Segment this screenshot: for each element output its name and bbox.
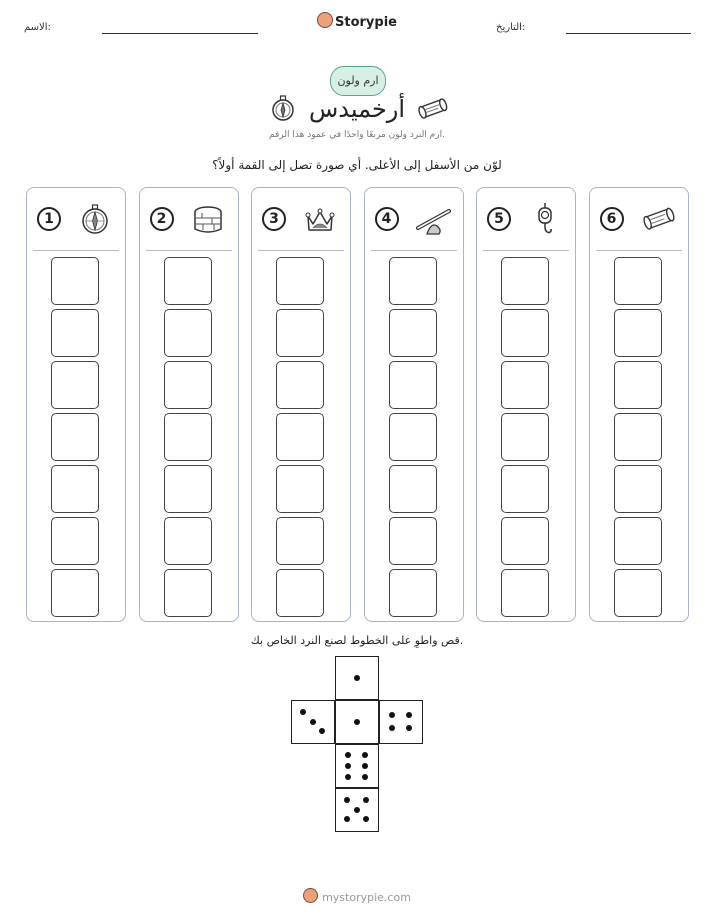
column-divider	[596, 250, 682, 251]
lever-icon	[415, 202, 451, 236]
die-pip	[362, 752, 368, 758]
color-square[interactable]	[501, 361, 549, 409]
brand-logo	[0, 12, 714, 30]
color-square[interactable]	[501, 465, 549, 513]
scroll-icon	[640, 202, 676, 236]
die-pip	[354, 807, 360, 813]
die-pip	[354, 719, 360, 725]
color-square[interactable]	[389, 517, 437, 565]
die-pip	[389, 712, 395, 718]
column-header	[365, 188, 463, 250]
scroll-icon	[416, 96, 450, 122]
color-square[interactable]	[164, 465, 212, 513]
column-header	[590, 188, 688, 250]
color-square[interactable]	[276, 361, 324, 409]
die-face-6	[335, 744, 379, 788]
die-face-1	[335, 656, 379, 700]
die-pip	[354, 675, 360, 681]
footer	[0, 888, 714, 904]
dice-column-2	[139, 187, 239, 622]
cut-instruction: قص واطوِ على الخطوط لصنع النرد الخاص بك.	[250, 634, 464, 647]
column-number: 2	[150, 207, 174, 231]
column-header	[27, 188, 125, 250]
color-square[interactable]	[276, 465, 324, 513]
color-square[interactable]	[276, 413, 324, 461]
color-square[interactable]	[389, 569, 437, 617]
column-number: 1	[37, 207, 61, 231]
color-square[interactable]	[276, 309, 324, 357]
color-square[interactable]	[164, 517, 212, 565]
color-square[interactable]	[389, 465, 437, 513]
name-line	[102, 33, 258, 34]
dice-column-5	[476, 187, 576, 622]
name-label: الاسم:	[24, 22, 51, 33]
color-square[interactable]	[51, 517, 99, 565]
column-number: 5	[487, 207, 511, 231]
color-square[interactable]	[501, 517, 549, 565]
color-square[interactable]	[276, 569, 324, 617]
date-label: التاريخ:	[496, 22, 526, 33]
crown-icon	[302, 202, 338, 236]
color-square[interactable]	[501, 413, 549, 461]
color-square[interactable]	[51, 413, 99, 461]
color-square[interactable]	[164, 569, 212, 617]
compass-icon	[77, 202, 113, 236]
column-number: 4	[375, 207, 399, 231]
die-pip	[345, 763, 351, 769]
die-face-1	[335, 700, 379, 744]
column-divider	[146, 250, 232, 251]
die-pip	[389, 725, 395, 731]
dice-column-1	[26, 187, 126, 622]
color-square[interactable]	[614, 413, 662, 461]
storypie-logo-icon	[303, 888, 318, 903]
die-pip	[344, 816, 350, 822]
die-pip	[344, 797, 350, 803]
color-square[interactable]	[614, 517, 662, 565]
color-square[interactable]	[501, 569, 549, 617]
dice-column-3	[251, 187, 351, 622]
subtitle: ارم النرد ولون مربعًا واحدًا في عمود هذا الرقم.	[269, 130, 445, 140]
brand-name: Storypie	[335, 15, 397, 30]
date-line	[566, 33, 691, 34]
color-square[interactable]	[614, 465, 662, 513]
color-square[interactable]	[51, 465, 99, 513]
instruction: لوّن من الأسفل إلى الأعلى. أي صورة تصل إلى القمة أولاً؟	[212, 158, 502, 172]
column-header	[477, 188, 575, 250]
column-divider	[483, 250, 569, 251]
color-square[interactable]	[614, 309, 662, 357]
die-pip	[345, 752, 351, 758]
color-square[interactable]	[276, 257, 324, 305]
column-divider	[258, 250, 344, 251]
color-square[interactable]	[51, 361, 99, 409]
die-face-5	[335, 788, 379, 832]
color-square[interactable]	[501, 309, 549, 357]
well-icon	[190, 202, 226, 236]
color-square[interactable]	[501, 257, 549, 305]
die-pip	[363, 816, 369, 822]
column-number: 3	[262, 207, 286, 231]
color-square[interactable]	[51, 569, 99, 617]
color-square[interactable]	[614, 361, 662, 409]
page-title: أرخميدس	[308, 95, 406, 123]
color-square[interactable]	[164, 413, 212, 461]
color-square[interactable]	[389, 413, 437, 461]
storypie-logo-icon	[317, 12, 333, 28]
activity-badge: ارم ولون	[330, 66, 386, 96]
die-pip	[310, 719, 316, 725]
color-square[interactable]	[614, 569, 662, 617]
dice-column-6	[589, 187, 689, 622]
column-header	[252, 188, 350, 250]
color-square[interactable]	[389, 257, 437, 305]
die-pip	[362, 763, 368, 769]
color-square[interactable]	[164, 361, 212, 409]
color-square[interactable]	[164, 309, 212, 357]
column-divider	[371, 250, 457, 251]
color-square[interactable]	[51, 309, 99, 357]
pulley-hook-icon	[527, 202, 563, 236]
die-face-4	[379, 700, 423, 744]
color-square[interactable]	[389, 361, 437, 409]
color-square[interactable]	[389, 309, 437, 357]
die-pip	[363, 797, 369, 803]
die-pip	[406, 712, 412, 718]
die-face-3	[291, 700, 335, 744]
die-pip	[300, 709, 306, 715]
color-square[interactable]	[276, 517, 324, 565]
color-square[interactable]	[614, 257, 662, 305]
dice-column-4	[364, 187, 464, 622]
die-pip	[345, 774, 351, 780]
color-square[interactable]	[164, 257, 212, 305]
die-pip	[319, 728, 325, 734]
column-divider	[33, 250, 119, 251]
column-header	[140, 188, 238, 250]
die-pip	[362, 774, 368, 780]
die-pip	[406, 725, 412, 731]
column-number: 6	[600, 207, 624, 231]
color-square[interactable]	[51, 257, 99, 305]
footer-url: mystorypie.com	[322, 891, 411, 904]
